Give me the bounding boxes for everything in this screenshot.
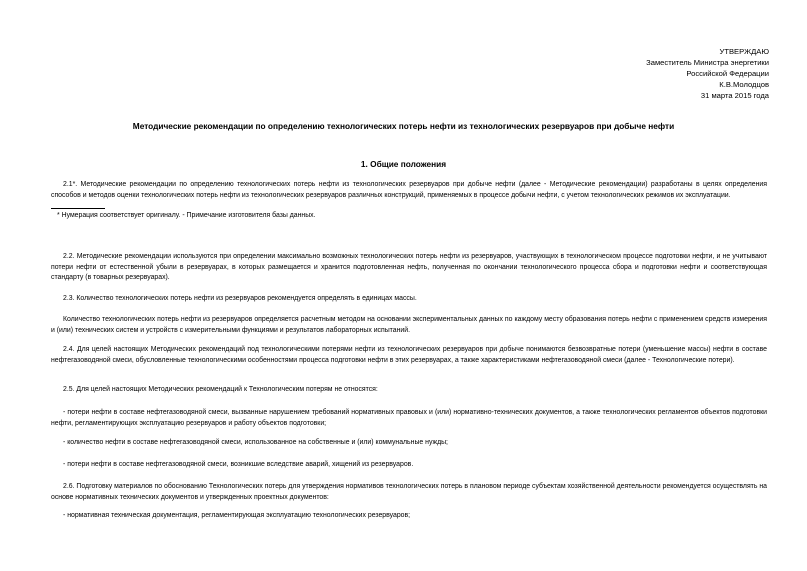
list-item-violation-losses: - потери нефти в составе нефтегазоводяной смеси, вызванные нарушением требований нормативных правовых и (или) нормативно-технических документов, а также технологических регламентов объектов подготовки нефти, регламентирующих эксплуатацию резервуаров и работу объектов подготовки;	[51, 409, 767, 427]
list-item-own-needs: - количество нефти в составе нефтегазоводяной смеси, использованное на собственные и (или) коммунальные нужды;	[63, 439, 448, 446]
approval-block	[646, 46, 769, 101]
paragraph-2-5: 2.5. Для целей настоящих Методических рекомендаций к Технологическим потерям не относятся:	[63, 386, 378, 393]
footnote: * Нумерация соответствует оригиналу. - Примечание изготовителя базы данных.	[57, 212, 316, 219]
approval-position: Заместитель Министра энергетики	[646, 58, 769, 67]
approval-date: 31 марта 2015 года	[700, 91, 769, 100]
paragraph-2-2: 2.2. Методические рекомендации используются при определении максимально возможных технологических потерь нефти из резервуаров, участвующих в технологическом процессе подготовки нефти, и не учитывают потери нефти от естественной убыли в резервуарах, в которых размещается и хранится подготовленная нефть, полученная по окончании технологического процесса сбора и подготовки нефти и соответствующая стандарту (в товарных резервуарах).	[51, 253, 767, 282]
paragraph-2-4: 2.4. Для целей настоящих Методических рекомендаций под технологическими потерями нефти из технологических резервуаров при добыче понимаются безвозвратные потери (уменьшение массы) нефти в составе нефтегазоводяной смеси, обусловленные технологическими особенностями процесса подготовки нефти в этих резервуарах, а также характеристиками нефтегазоводяной смеси (далее - Технологические потери).	[51, 346, 767, 364]
list-item-normative-docs: - нормативная техническая документация, регламентирующая эксплуатацию технологических резервуаров;	[63, 512, 411, 519]
section-heading: 1. Общие положения	[360, 159, 447, 169]
paragraph-2-1: 2.1*. Методические рекомендации по определению технологических потерь нефти из технологических резервуаров при добыче нефти (далее - Методические рекомендации) разработаны в целях определения способов и методов оценки технологических потерь нефти из технологических резервуаров различных конструкций, применяемых в процессе добычи нефти, с учетом технологических режимов их эксплуатации.	[51, 181, 767, 199]
footnote-divider	[51, 208, 105, 209]
paragraph-2-3: 2.3. Количество технологических потерь нефти из резервуаров рекомендуется определять в единицах массы.	[63, 295, 417, 302]
list-item-accidents: - потери нефти в составе нефтегазоводяной смеси, возникшие вследствие аварий, хищений из резервуаров.	[63, 461, 414, 468]
document-title: Методические рекомендации по определению технологических потерь нефти из технологических резервуаров при добыче нефти	[132, 121, 675, 131]
approval-country: Российской Федерации	[686, 69, 769, 78]
approval-heading: УТВЕРЖДАЮ	[719, 47, 769, 56]
paragraph-2-3-cont: Количество технологических потерь нефти из резервуаров определяется расчетным методом на основании экспериментальных данных по каждому месту образования потерь нефти с применением средств измерения и (или) технических систем и устройств с измерительными функциями и результатов лабораторных испытаний.	[51, 316, 767, 334]
paragraph-2-6: 2.6. Подготовку материалов по обоснованию Технологических потерь для утверждения нормативов технологических потерь в плановом периоде субъектам хозяйственной деятельности рекомендуется осуществлять на основе нормативных технических документов и утвержденных проектных документов:	[51, 483, 767, 501]
approval-signatory: К.В.Молодцов	[719, 80, 769, 89]
